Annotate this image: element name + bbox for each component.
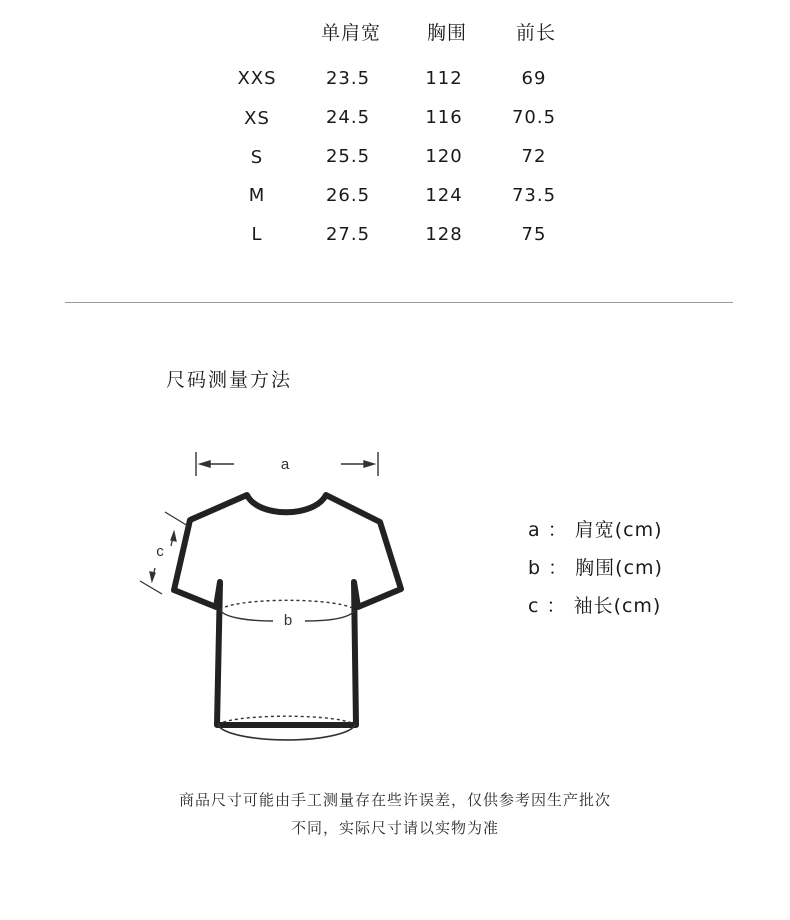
size-table	[0, 0, 790, 280]
legend-item-a	[528, 515, 663, 553]
row-chest: 124	[425, 185, 463, 206]
section-divider	[65, 302, 733, 303]
legend-item-b	[528, 553, 663, 591]
tshirt-outline	[174, 495, 401, 725]
row-chest: 116	[425, 107, 463, 128]
legend-item-c	[528, 591, 663, 629]
header-shoulder: 单肩宽	[320, 22, 382, 44]
row-chest: 120	[425, 146, 463, 167]
row-shoulder: 24.5	[325, 107, 371, 128]
legend-text: 袖长(cm)	[573, 595, 662, 617]
row-shoulder: 26.5	[325, 185, 371, 206]
legend-separator: ：	[547, 519, 568, 541]
section-title: 尺码测量方法	[166, 369, 293, 391]
measurement-legend	[528, 515, 663, 629]
legend-key: b	[528, 557, 542, 579]
row-size: XS	[244, 108, 270, 129]
row-chest: 112	[425, 68, 463, 89]
row-length: 69	[521, 68, 547, 89]
note-line-2: 不同，实际尺寸请以实物为准	[290, 819, 499, 837]
legend-key: a	[528, 519, 541, 541]
row-length: 70.5	[511, 107, 557, 128]
row-length: 72	[521, 146, 547, 167]
tshirt-diagram	[130, 440, 430, 760]
note-line-1: 商品尺寸可能由手工测量存在些许误差，仅供参考因生产批次	[178, 791, 611, 809]
row-shoulder: 27.5	[325, 224, 371, 245]
label-a: a	[280, 456, 290, 473]
row-size: S	[250, 147, 264, 168]
row-length: 75	[521, 224, 547, 245]
row-length: 73.5	[511, 185, 557, 206]
legend-key: c	[528, 595, 540, 617]
header-chest: 胸围	[426, 22, 468, 44]
legend-text: 肩宽(cm)	[574, 519, 663, 541]
row-chest: 128	[425, 224, 463, 245]
row-shoulder: 23.5	[325, 68, 371, 89]
legend-text: 胸围(cm)	[575, 557, 663, 579]
header-length: 前长	[515, 22, 557, 44]
label-b: b	[283, 612, 293, 629]
row-size: M	[248, 185, 266, 206]
chest-ellipse-front-left	[220, 610, 273, 621]
label-c: c	[156, 543, 164, 560]
legend-separator: ：	[546, 595, 567, 617]
row-size: XXS	[237, 68, 277, 89]
legend-separator: ：	[548, 557, 569, 579]
chest-ellipse-front-right	[305, 610, 355, 621]
row-size: L	[251, 224, 263, 245]
row-shoulder: 25.5	[325, 146, 371, 167]
chest-ellipse-back	[220, 600, 355, 610]
